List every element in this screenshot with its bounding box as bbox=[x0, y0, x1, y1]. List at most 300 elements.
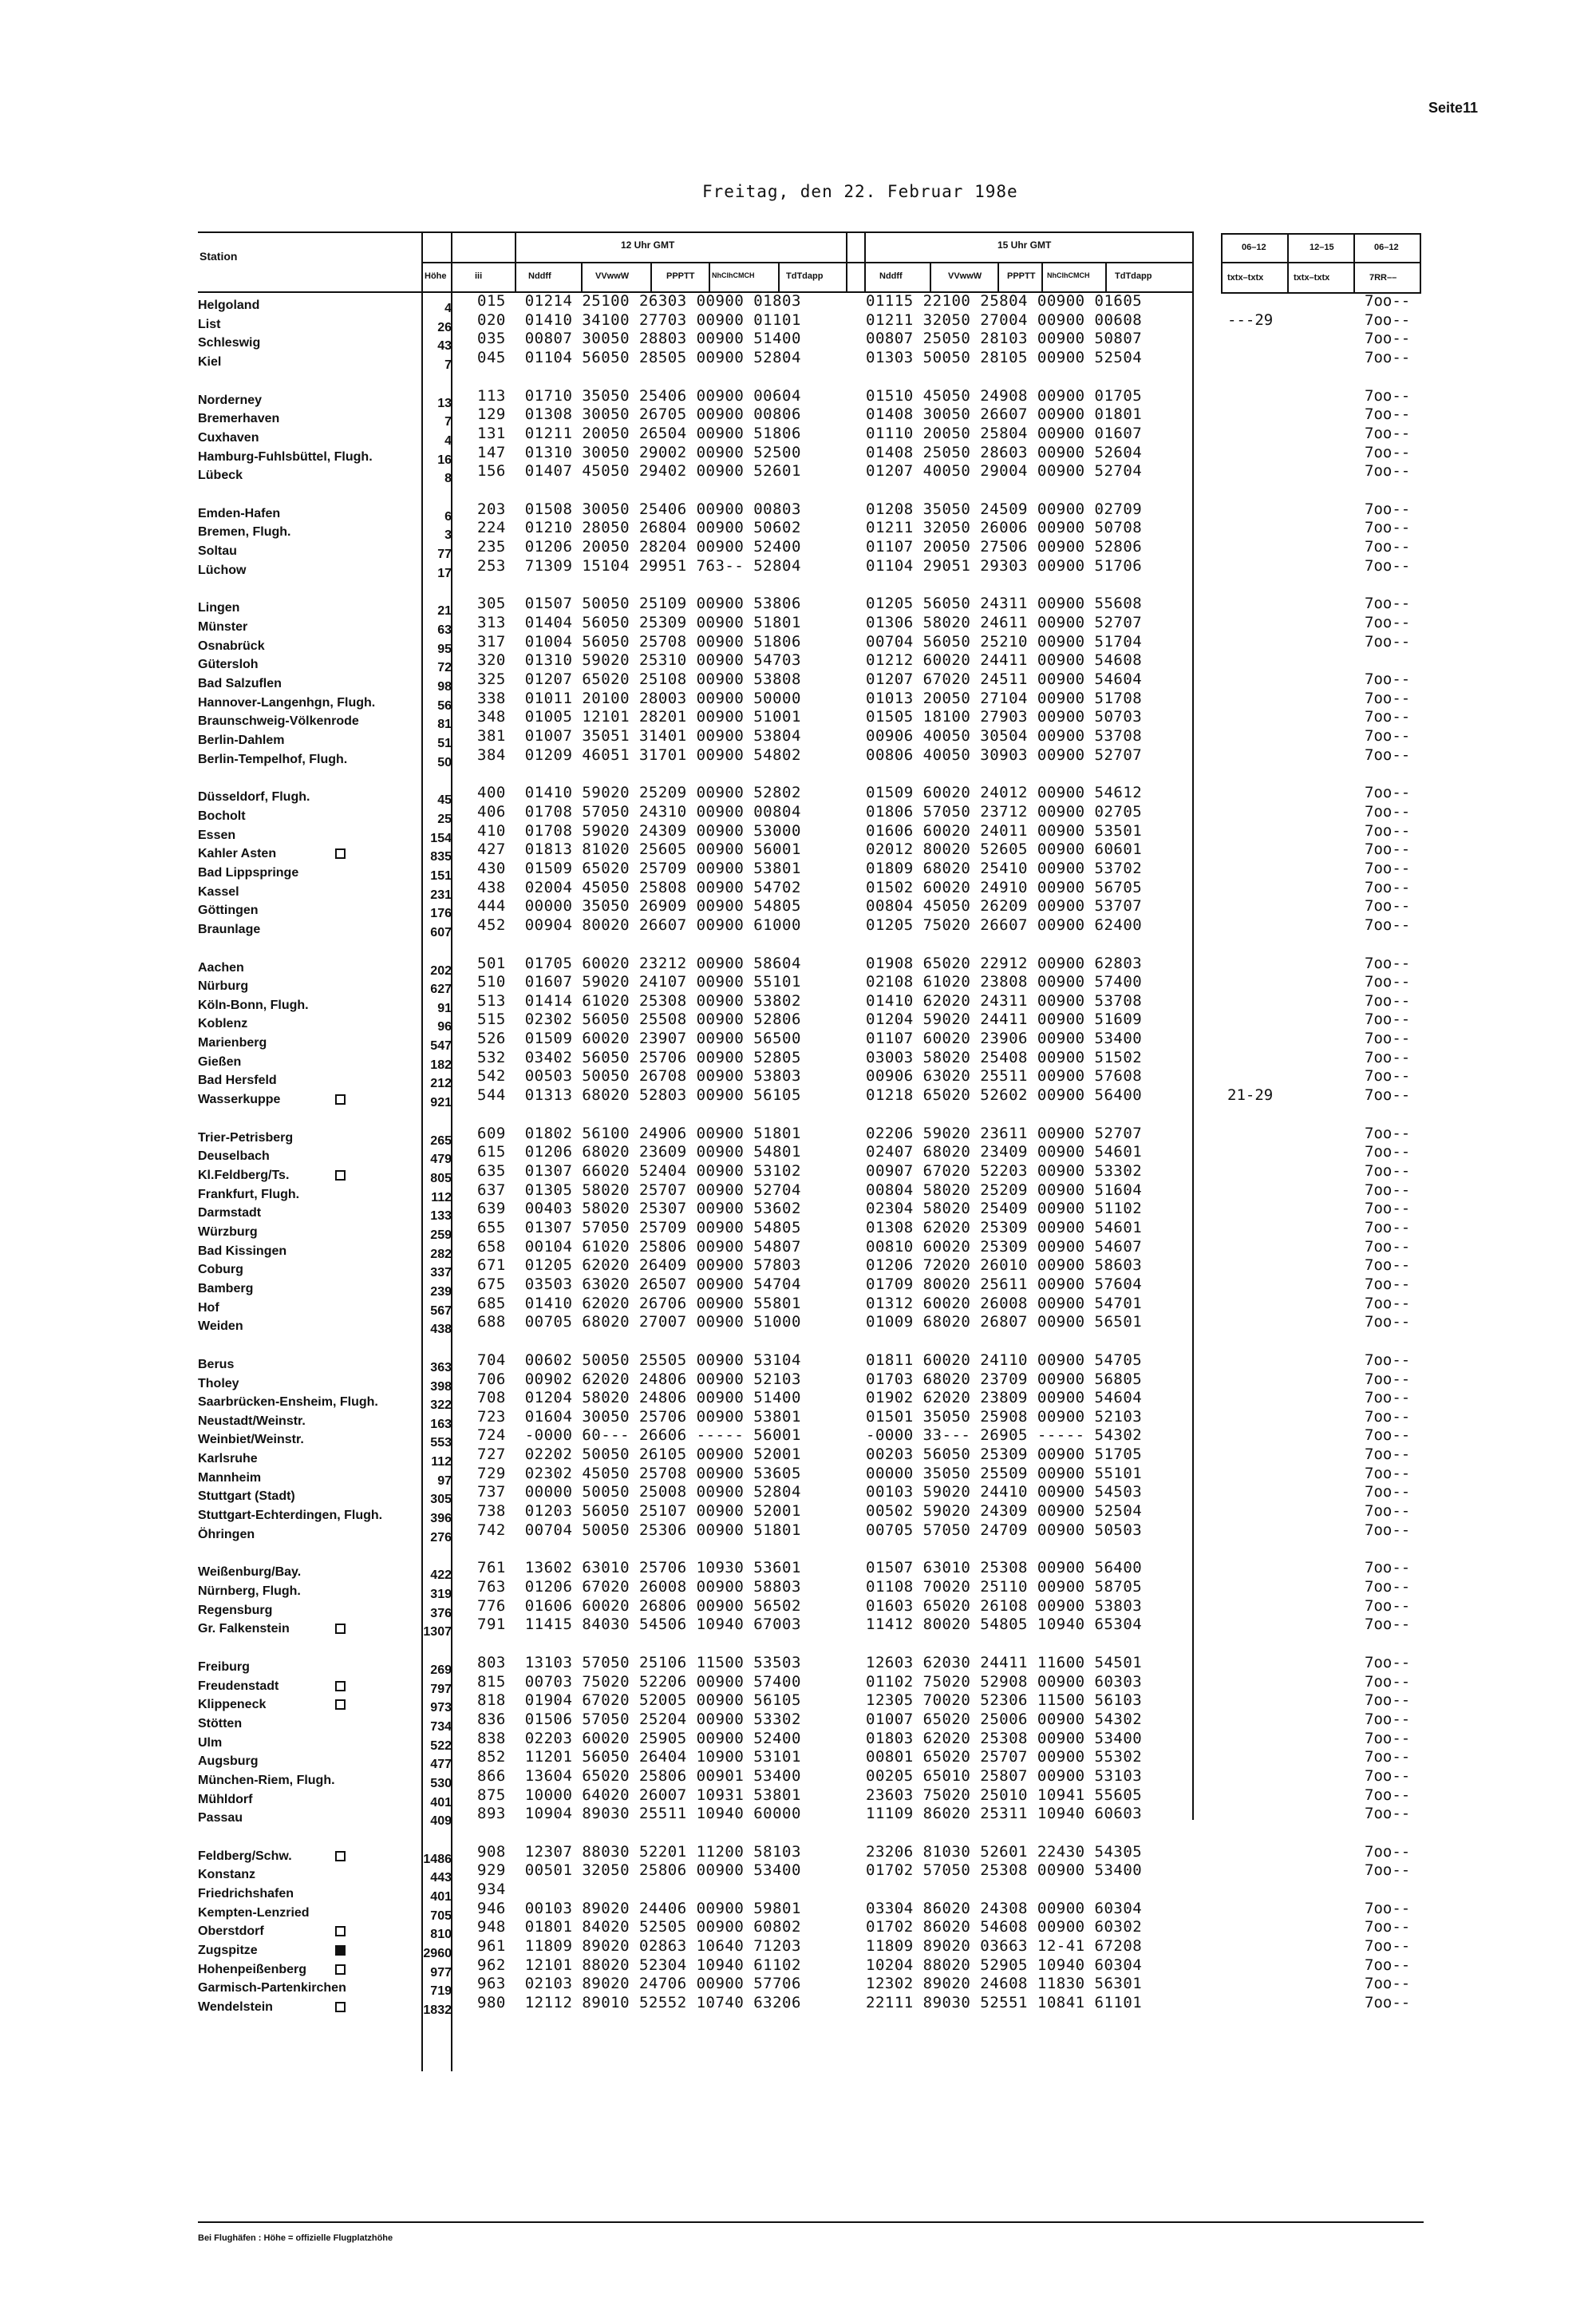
precip-code: 7oo-- bbox=[1365, 1408, 1411, 1426]
station-name: Bocholt bbox=[198, 809, 246, 823]
station-name: Bad Hersfeld bbox=[198, 1074, 277, 1087]
station-height: 977 bbox=[430, 1966, 452, 1980]
station-name: Klippeneck bbox=[198, 1698, 267, 1711]
station-height: 522 bbox=[430, 1739, 452, 1753]
station-height: 363 bbox=[430, 1361, 452, 1374]
precip-code: 7oo-- bbox=[1365, 462, 1411, 480]
station-name: Bamberg bbox=[198, 1282, 254, 1295]
station-height: 398 bbox=[430, 1380, 452, 1394]
station-name: List bbox=[198, 318, 221, 331]
precip-code: 7oo-- bbox=[1365, 1843, 1411, 1861]
page-number: Seite11 bbox=[1428, 100, 1479, 116]
obs-15utc: 01102 75020 52908 00900 60303 bbox=[866, 1673, 1143, 1691]
header-g2-col: Nddff bbox=[879, 271, 903, 281]
obs-15utc: 01107 60020 23906 00900 53400 bbox=[866, 1030, 1143, 1047]
obs-12utc: 609 01802 56100 24906 00900 51801 bbox=[477, 1125, 801, 1142]
station-height: 2960 bbox=[423, 1947, 452, 1960]
station-name: Würzburg bbox=[198, 1225, 258, 1239]
obs-12utc: 317 01004 56050 25708 00900 51806 bbox=[477, 633, 801, 651]
station-name: Ulm bbox=[198, 1736, 223, 1750]
station-height: 91 bbox=[437, 1002, 452, 1015]
obs-15utc: 00804 58020 25209 00900 51604 bbox=[866, 1181, 1143, 1199]
obs-15utc: 01211 32050 26006 00900 50708 bbox=[866, 519, 1143, 536]
obs-12utc: 761 13602 63010 25706 10930 53601 bbox=[477, 1559, 801, 1576]
station-name: Trier-Petrisberg bbox=[198, 1131, 294, 1145]
station-name: Gütersloh bbox=[198, 658, 259, 671]
obs-12utc: 791 11415 84030 54506 10940 67003 bbox=[477, 1616, 801, 1633]
obs-15utc: 00205 65010 25807 00900 53103 bbox=[866, 1767, 1143, 1785]
obs-12utc: 400 01410 59020 25209 00900 52802 bbox=[477, 784, 801, 801]
station-name: Bad Kissingen bbox=[198, 1244, 287, 1258]
obs-12utc: 742 00704 50050 25306 00900 51801 bbox=[477, 1521, 801, 1539]
precip-code: 7oo-- bbox=[1365, 1786, 1411, 1804]
obs-15utc: 00801 65020 25707 00900 55302 bbox=[866, 1748, 1143, 1766]
precip-code: 7oo-- bbox=[1365, 708, 1411, 726]
station-name: Münster bbox=[198, 620, 248, 634]
station-height: 797 bbox=[430, 1683, 452, 1696]
station-height: 25 bbox=[437, 813, 452, 826]
station-height: 202 bbox=[430, 964, 452, 978]
obs-12utc: 406 01708 57050 24310 00900 00804 bbox=[477, 803, 801, 821]
obs-12utc: 430 01509 65020 25709 00900 53801 bbox=[477, 860, 801, 877]
station-name: Deuselbach bbox=[198, 1149, 270, 1163]
obs-15utc: 01803 62020 25308 00900 53400 bbox=[866, 1730, 1143, 1747]
station-name: Stuttgart-Echterdingen, Flugh. bbox=[198, 1509, 383, 1522]
precip-code: 7oo-- bbox=[1365, 349, 1411, 366]
precip-code: 7oo-- bbox=[1365, 822, 1411, 840]
station-name: Lüchow bbox=[198, 564, 247, 577]
station-name: Saarbrücken-Ensheim, Flugh. bbox=[198, 1395, 378, 1409]
obs-15utc: 01702 57050 25308 00900 53400 bbox=[866, 1861, 1143, 1879]
obs-12utc: 035 00807 30050 28803 00900 51400 bbox=[477, 330, 801, 347]
station-height: 305 bbox=[430, 1493, 452, 1506]
obs-12utc: 961 11809 89020 02863 10640 71203 bbox=[477, 1937, 801, 1955]
precip-code: 7oo-- bbox=[1365, 1030, 1411, 1047]
station-height: 567 bbox=[430, 1304, 452, 1318]
station-height: 319 bbox=[430, 1588, 452, 1601]
station-name: Frankfurt, Flugh. bbox=[198, 1188, 300, 1201]
precip-code: 7oo-- bbox=[1365, 425, 1411, 442]
obs-15utc: 01108 70020 25110 00900 58705 bbox=[866, 1578, 1143, 1596]
obs-12utc: 542 00503 50050 26708 00900 53803 bbox=[477, 1067, 801, 1085]
station-height: 805 bbox=[430, 1172, 452, 1185]
header-station: Station bbox=[200, 250, 238, 263]
precip-code: 7oo-- bbox=[1365, 405, 1411, 423]
station-height: 8 bbox=[444, 472, 452, 485]
precip-code: 7oo-- bbox=[1365, 330, 1411, 347]
extra-top: 06–12 bbox=[1242, 243, 1266, 252]
table-row bbox=[0, 1616, 1596, 1641]
obs-12utc: 675 03503 63020 26507 00900 54704 bbox=[477, 1276, 801, 1293]
station-name: Braunschweig-Völkenrode bbox=[198, 714, 359, 728]
table-row bbox=[0, 1521, 1596, 1547]
obs-15utc: 03304 86020 24308 00900 60304 bbox=[866, 1900, 1143, 1917]
station-name: Schleswig bbox=[198, 336, 261, 350]
obs-12utc: 893 10904 89030 25511 10940 60000 bbox=[477, 1805, 801, 1822]
station-height: 401 bbox=[430, 1890, 452, 1904]
precip-code: 7oo-- bbox=[1365, 879, 1411, 896]
obs-15utc: 12302 89020 24608 11830 56301 bbox=[866, 1975, 1143, 1992]
obs-12utc: 706 00902 62020 24806 00900 52103 bbox=[477, 1370, 801, 1388]
station-height: 81 bbox=[437, 718, 452, 731]
station-name: Koblenz bbox=[198, 1017, 248, 1030]
obs-12utc: 444 00000 35050 26909 00900 54805 bbox=[477, 897, 801, 915]
station-name: München-Riem, Flugh. bbox=[198, 1774, 335, 1787]
station-height: 810 bbox=[430, 1928, 452, 1941]
square-icon bbox=[335, 1851, 346, 1861]
square-icon bbox=[335, 1964, 346, 1975]
station-height: 396 bbox=[430, 1512, 452, 1525]
extra-top: 06–12 bbox=[1374, 243, 1399, 252]
obs-12utc: 671 01205 62020 26409 00900 57803 bbox=[477, 1256, 801, 1274]
station-name: Kempten-Lenzried bbox=[198, 1906, 310, 1920]
station-height: 921 bbox=[430, 1096, 452, 1109]
station-height: 176 bbox=[430, 907, 452, 920]
obs-15utc: 01306 58020 24611 00900 52707 bbox=[866, 614, 1143, 631]
tendency-value: ---29 bbox=[1227, 311, 1274, 329]
precip-code: 7oo-- bbox=[1365, 897, 1411, 915]
header-mid-rule bbox=[421, 262, 1194, 263]
obs-15utc: 01104 29051 29303 00900 51706 bbox=[866, 557, 1143, 575]
date-heading: Freitag, den 22. Februar 198e bbox=[702, 182, 1018, 201]
station-height: 627 bbox=[430, 983, 452, 996]
col-rule bbox=[581, 262, 583, 293]
obs-15utc: 01509 60020 24012 00900 54612 bbox=[866, 784, 1143, 801]
station-name: Cuxhaven bbox=[198, 431, 259, 445]
header-g1-col: Nddff bbox=[528, 271, 551, 281]
station-name: Mühldorf bbox=[198, 1793, 253, 1806]
station-height: 133 bbox=[430, 1209, 452, 1223]
obs-15utc: 00103 59020 24410 00900 54503 bbox=[866, 1483, 1143, 1501]
station-name: Osnabrück bbox=[198, 639, 265, 653]
station-name: Düsseldorf, Flugh. bbox=[198, 790, 310, 804]
station-height: 56 bbox=[437, 699, 452, 713]
station-name: Braunlage bbox=[198, 923, 261, 936]
precip-code: 7oo-- bbox=[1365, 444, 1411, 461]
precip-code: 7oo-- bbox=[1365, 1502, 1411, 1520]
table-row bbox=[0, 1861, 1596, 1887]
obs-15utc: 01107 20050 27506 00900 52806 bbox=[866, 538, 1143, 556]
obs-15utc: 01205 56050 24311 00900 55608 bbox=[866, 595, 1143, 612]
obs-15utc: 02407 68020 23409 00900 54601 bbox=[866, 1143, 1143, 1161]
station-name: Coburg bbox=[198, 1263, 243, 1276]
station-height: 422 bbox=[430, 1568, 452, 1582]
precip-code: 7oo-- bbox=[1365, 1049, 1411, 1066]
obs-12utc: 763 01206 67020 26008 00900 58803 bbox=[477, 1578, 801, 1596]
station-name: Bremen, Flugh. bbox=[198, 525, 291, 539]
station-name: Soltau bbox=[198, 544, 237, 558]
table-row bbox=[0, 1805, 1596, 1830]
precip-code: 7oo-- bbox=[1365, 1975, 1411, 1992]
station-height: 607 bbox=[430, 926, 452, 939]
station-name: Karlsruhe bbox=[198, 1452, 258, 1465]
obs-12utc: 045 01104 56050 28505 00900 52804 bbox=[477, 349, 801, 366]
obs-12utc: 224 01210 28050 26804 00900 50602 bbox=[477, 519, 801, 536]
precip-code: 7oo-- bbox=[1365, 860, 1411, 877]
station-name: Freudenstadt bbox=[198, 1679, 279, 1693]
obs-15utc: 01408 25050 28603 00900 52604 bbox=[866, 444, 1143, 461]
tendency-value: 21-29 bbox=[1227, 1086, 1274, 1104]
precip-code: 7oo-- bbox=[1365, 1256, 1411, 1274]
obs-15utc: 01809 68020 25410 00900 53702 bbox=[866, 860, 1143, 877]
obs-15utc: 01115 22100 25804 00900 01605 bbox=[866, 292, 1143, 310]
obs-15utc: 00804 45050 26209 00900 53707 bbox=[866, 897, 1143, 915]
obs-15utc: 01603 65020 26108 00900 53803 bbox=[866, 1597, 1143, 1615]
obs-12utc: 544 01313 68020 52803 00900 56105 bbox=[477, 1086, 801, 1104]
obs-15utc: 01207 40050 29004 00900 52704 bbox=[866, 462, 1143, 480]
station-height: 6 bbox=[444, 510, 452, 524]
station-height: 163 bbox=[430, 1418, 452, 1431]
obs-12utc: 235 01206 20050 28204 00900 52400 bbox=[477, 538, 801, 556]
obs-12utc: 963 02103 89020 24706 00900 57706 bbox=[477, 1975, 801, 1992]
obs-15utc: 01502 60020 24910 00900 56705 bbox=[866, 879, 1143, 896]
header-hoehe: Höhe bbox=[425, 271, 447, 281]
precip-code: 7oo-- bbox=[1365, 1238, 1411, 1256]
station-height: 409 bbox=[430, 1814, 452, 1828]
station-name: Bad Lippspringe bbox=[198, 866, 299, 880]
obs-12utc: 253 71309 15104 29951 763-- 52804 bbox=[477, 557, 801, 575]
obs-15utc: 00502 59020 24309 00900 52504 bbox=[866, 1502, 1143, 1520]
obs-12utc: 929 00501 32050 25806 00900 53400 bbox=[477, 1861, 801, 1879]
station-height: 13 bbox=[437, 397, 452, 410]
station-height: 43 bbox=[437, 339, 452, 353]
square-icon bbox=[335, 1681, 346, 1691]
filled-square-icon bbox=[335, 1945, 346, 1956]
station-height: 51 bbox=[437, 737, 452, 750]
station-name: Mannheim bbox=[198, 1471, 262, 1485]
station-name: Zugspitze bbox=[198, 1944, 258, 1957]
obs-12utc: 338 01011 20100 28003 00900 50000 bbox=[477, 690, 801, 707]
station-height: 21 bbox=[437, 604, 452, 618]
station-name: Garmisch-Partenkirchen bbox=[198, 1981, 346, 1995]
obs-12utc: 510 01607 59020 24107 00900 55101 bbox=[477, 973, 801, 991]
col-rule bbox=[846, 231, 847, 293]
obs-15utc: 01212 60020 24411 00900 54608 bbox=[866, 651, 1143, 669]
obs-12utc: 305 01507 50050 25109 00900 53806 bbox=[477, 595, 801, 612]
station-height: 98 bbox=[437, 680, 452, 694]
station-name: Kassel bbox=[198, 885, 239, 899]
obs-15utc: 12305 70020 52306 11500 56103 bbox=[866, 1691, 1143, 1709]
station-height: 112 bbox=[431, 1191, 452, 1204]
station-name: Wasserkuppe bbox=[198, 1093, 281, 1106]
precip-code: 7oo-- bbox=[1365, 803, 1411, 821]
col-rule bbox=[778, 262, 780, 293]
station-height: 835 bbox=[430, 850, 452, 864]
station-name: Berlin-Tempelhof, Flugh. bbox=[198, 753, 348, 766]
obs-12utc: 685 01410 62020 26706 00900 55801 bbox=[477, 1295, 801, 1312]
station-name: Lübeck bbox=[198, 469, 243, 482]
obs-12utc: 934 bbox=[477, 1881, 506, 1898]
precip-code: 7oo-- bbox=[1365, 1143, 1411, 1161]
col-rule bbox=[1041, 262, 1043, 293]
station-height: 4 bbox=[444, 302, 452, 315]
extra-bottom: txtx–txtx bbox=[1294, 273, 1330, 283]
obs-15utc: 01206 72020 26010 00900 58603 bbox=[866, 1256, 1143, 1274]
station-height: 276 bbox=[430, 1531, 452, 1545]
station-name: Göttingen bbox=[198, 904, 259, 917]
obs-12utc: 737 00000 50050 25008 00900 52804 bbox=[477, 1483, 801, 1501]
station-height: 322 bbox=[430, 1398, 452, 1412]
col-rule bbox=[1105, 262, 1107, 293]
obs-12utc: 515 02302 56050 25508 00900 52806 bbox=[477, 1011, 801, 1028]
station-name: Stuttgart (Stadt) bbox=[198, 1489, 295, 1503]
header-group-12: 12 Uhr GMT bbox=[621, 239, 675, 251]
obs-15utc: 11809 89020 03663 12-41 67208 bbox=[866, 1937, 1143, 1955]
obs-15utc: 00906 40050 30504 00900 53708 bbox=[866, 727, 1143, 745]
station-height: 1486 bbox=[423, 1853, 452, 1866]
precip-code: 7oo-- bbox=[1365, 1181, 1411, 1199]
station-height: 97 bbox=[437, 1474, 452, 1488]
precip-code: 7oo-- bbox=[1365, 1011, 1411, 1028]
header-iii: iii bbox=[475, 271, 483, 281]
obs-15utc: 00000 35050 25509 00900 55101 bbox=[866, 1465, 1143, 1482]
square-icon bbox=[335, 1624, 346, 1634]
station-name: Kiel bbox=[198, 355, 222, 369]
obs-15utc: 00704 56050 25210 00900 51704 bbox=[866, 633, 1143, 651]
station-name: Kl.Feldberg/Ts. bbox=[198, 1169, 290, 1182]
header-g2-col: PPPTT bbox=[1007, 271, 1036, 281]
obs-15utc: 01009 68020 26807 00900 56501 bbox=[866, 1313, 1143, 1331]
precip-code: 7oo-- bbox=[1365, 746, 1411, 764]
precip-code: 7oo-- bbox=[1365, 1673, 1411, 1691]
obs-15utc: 01312 60020 26008 00900 54701 bbox=[866, 1295, 1143, 1312]
station-name: Lingen bbox=[198, 601, 240, 615]
station-name: Weißenburg/Bay. bbox=[198, 1565, 302, 1579]
precip-code: 7oo-- bbox=[1365, 690, 1411, 707]
station-height: 4 bbox=[444, 434, 452, 448]
obs-12utc: 908 12307 88030 52201 11200 58103 bbox=[477, 1843, 801, 1861]
station-name: Gießen bbox=[198, 1055, 242, 1069]
station-height: 3 bbox=[444, 528, 452, 542]
square-icon bbox=[335, 1170, 346, 1181]
precip-code: 7oo-- bbox=[1365, 973, 1411, 991]
station-name: Freiburg bbox=[198, 1660, 250, 1674]
station-name: Bremerhaven bbox=[198, 412, 280, 425]
precip-code: 7oo-- bbox=[1365, 1994, 1411, 2011]
station-height: 50 bbox=[437, 756, 452, 769]
station-name: Kahler Asten bbox=[198, 847, 277, 860]
obs-15utc: 23603 75020 25010 10941 55605 bbox=[866, 1786, 1143, 1804]
station-name: Augsburg bbox=[198, 1754, 259, 1768]
obs-15utc: 01505 18100 27903 00900 50703 bbox=[866, 708, 1143, 726]
extra-mid-rule bbox=[1221, 262, 1421, 263]
station-name: Stötten bbox=[198, 1717, 243, 1730]
obs-15utc: 02108 61020 23808 00900 57400 bbox=[866, 973, 1143, 991]
station-height: 705 bbox=[430, 1909, 452, 1923]
precip-code: 7oo-- bbox=[1365, 1162, 1411, 1180]
station-height: 443 bbox=[430, 1871, 452, 1885]
obs-15utc: 01408 30050 26607 00900 01801 bbox=[866, 405, 1143, 423]
precip-code: 7oo-- bbox=[1365, 311, 1411, 329]
station-name: Konstanz bbox=[198, 1868, 255, 1881]
precip-code: 7oo-- bbox=[1365, 1937, 1411, 1955]
obs-15utc: 01902 62020 23809 00900 54604 bbox=[866, 1389, 1143, 1406]
obs-15utc: 00907 67020 52203 00900 53302 bbox=[866, 1162, 1143, 1180]
station-height: 17 bbox=[437, 567, 452, 580]
obs-15utc: 22111 89030 52551 10841 61101 bbox=[866, 1994, 1143, 2011]
obs-15utc: 01207 67020 24511 00900 54604 bbox=[866, 670, 1143, 688]
col-rule bbox=[930, 262, 931, 293]
precip-code: 7oo-- bbox=[1365, 1578, 1411, 1596]
obs-15utc: 01507 63010 25308 00900 56400 bbox=[866, 1559, 1143, 1576]
table-row bbox=[0, 916, 1596, 942]
obs-15utc: 01606 60020 24011 00900 53501 bbox=[866, 822, 1143, 840]
precip-code: 7oo-- bbox=[1365, 1691, 1411, 1709]
table-row bbox=[0, 1313, 1596, 1339]
obs-12utc: 384 01209 46051 31701 00900 54802 bbox=[477, 746, 801, 764]
obs-12utc: 129 01308 30050 26705 00900 00806 bbox=[477, 405, 801, 423]
obs-12utc: 320 01310 59020 25310 00900 54703 bbox=[477, 651, 801, 669]
obs-12utc: 501 01705 60020 23212 00900 58604 bbox=[477, 955, 801, 972]
table-row bbox=[0, 462, 1596, 488]
station-name: Nürnberg, Flugh. bbox=[198, 1584, 301, 1598]
station-height: 401 bbox=[430, 1796, 452, 1810]
obs-15utc: 01204 59020 24411 00900 51609 bbox=[866, 1011, 1143, 1028]
precip-code: 7oo-- bbox=[1365, 916, 1411, 934]
precip-code: 7oo-- bbox=[1365, 1483, 1411, 1501]
station-name: Köln-Bonn, Flugh. bbox=[198, 999, 309, 1012]
obs-12utc: 325 01207 65020 25108 00900 53808 bbox=[477, 670, 801, 688]
obs-12utc: 532 03402 56050 25706 00900 52805 bbox=[477, 1049, 801, 1066]
precip-code: 7oo-- bbox=[1365, 1370, 1411, 1388]
obs-15utc: 01709 80020 25611 00900 57604 bbox=[866, 1276, 1143, 1293]
obs-12utc: 639 00403 58020 25307 00900 53602 bbox=[477, 1200, 801, 1217]
station-height: 376 bbox=[430, 1607, 452, 1620]
col-rule bbox=[709, 262, 710, 293]
obs-12utc: 427 01813 81020 25605 00900 56001 bbox=[477, 840, 801, 858]
obs-12utc: 637 01305 58020 25707 00900 52704 bbox=[477, 1181, 801, 1199]
station-height: 239 bbox=[430, 1285, 452, 1299]
station-name: Tholey bbox=[198, 1377, 239, 1390]
precip-code: 7oo-- bbox=[1365, 727, 1411, 745]
precip-code: 7oo-- bbox=[1365, 1067, 1411, 1085]
obs-15utc: 01205 75020 26607 00900 62400 bbox=[866, 916, 1143, 934]
precip-code: 7oo-- bbox=[1365, 1200, 1411, 1217]
square-icon bbox=[335, 2002, 346, 2012]
obs-12utc: 723 01604 30050 25706 00900 53801 bbox=[477, 1408, 801, 1426]
obs-15utc: 10204 88020 52905 10940 60304 bbox=[866, 1956, 1143, 1974]
precip-code: 7oo-- bbox=[1365, 1276, 1411, 1293]
obs-15utc: 01703 68020 23709 00900 56805 bbox=[866, 1370, 1143, 1388]
obs-15utc: 01208 35050 24509 00900 02709 bbox=[866, 500, 1143, 518]
station-height: 1832 bbox=[423, 2003, 452, 2017]
table-row bbox=[0, 1086, 1596, 1112]
precip-code: 7oo-- bbox=[1365, 519, 1411, 536]
obs-12utc: 658 00104 61020 25806 00900 54807 bbox=[477, 1238, 801, 1256]
precip-code: 7oo-- bbox=[1365, 1597, 1411, 1615]
precip-code: 7oo-- bbox=[1365, 955, 1411, 972]
station-height: 438 bbox=[430, 1323, 452, 1336]
precip-code: 7oo-- bbox=[1365, 1521, 1411, 1539]
table-row bbox=[0, 746, 1596, 772]
obs-15utc: 01811 60020 24110 00900 54705 bbox=[866, 1351, 1143, 1369]
precip-code: 7oo-- bbox=[1365, 1805, 1411, 1822]
col-rule bbox=[515, 231, 516, 293]
precip-code: 7oo-- bbox=[1365, 1654, 1411, 1671]
precip-code: 7oo-- bbox=[1365, 1956, 1411, 1974]
precip-code: 7oo-- bbox=[1365, 1351, 1411, 1369]
precip-code: 7oo-- bbox=[1365, 1219, 1411, 1236]
obs-12utc: 615 01206 68020 23609 00900 54801 bbox=[477, 1143, 801, 1161]
col-rule bbox=[650, 262, 652, 293]
header-g1-col: PPPTT bbox=[666, 271, 695, 281]
obs-12utc: 946 00103 89020 24406 00900 59801 bbox=[477, 1900, 801, 1917]
precip-code: 7oo-- bbox=[1365, 1559, 1411, 1576]
station-name: Regensburg bbox=[198, 1604, 273, 1617]
obs-12utc: 526 01509 60020 23907 00900 56500 bbox=[477, 1030, 801, 1047]
station-height: 7 bbox=[444, 415, 452, 429]
station-height: 282 bbox=[430, 1248, 452, 1261]
